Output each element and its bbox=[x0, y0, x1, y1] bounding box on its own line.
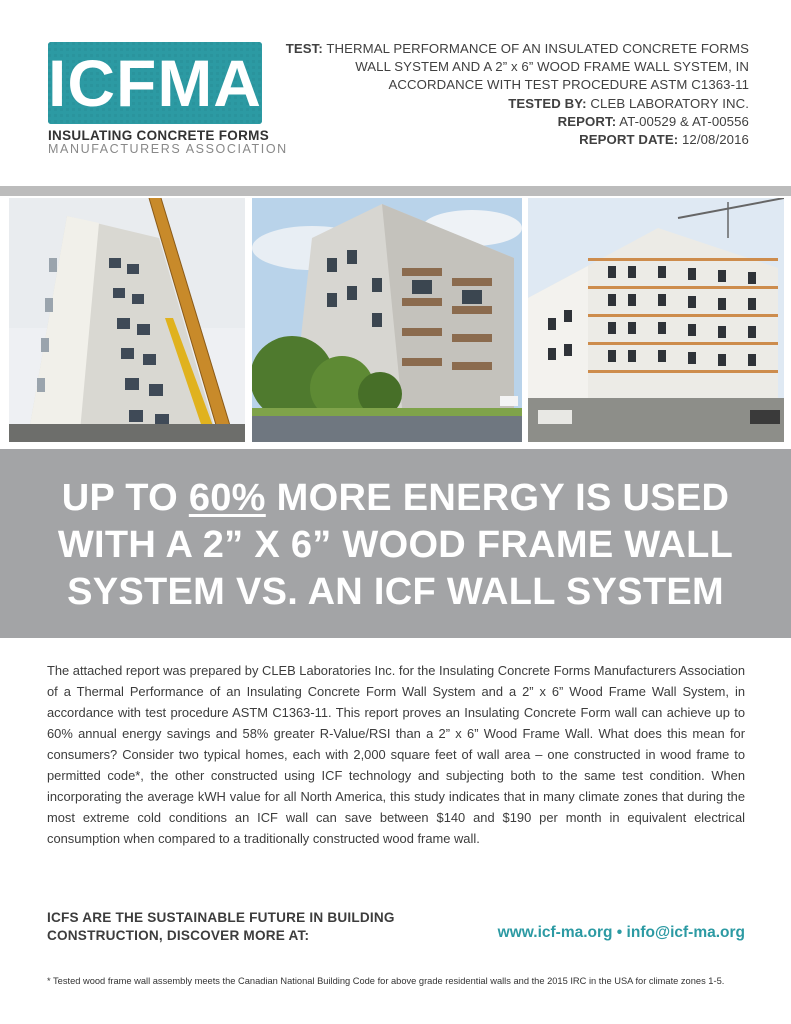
headline-emphasis: 60% bbox=[188, 477, 266, 519]
test-info-block bbox=[279, 40, 749, 149]
apartment-building-with-balconies-photo bbox=[252, 198, 522, 442]
call-to-action bbox=[47, 909, 407, 945]
header-separator bbox=[0, 186, 791, 196]
report-line bbox=[279, 113, 749, 131]
headline-line1-post: MORE ENERGY IS USED bbox=[265, 477, 730, 519]
footnote: * Tested wood frame wall assembly meets the Canadian National Building Code for above grade residential walls and the 2015 IRC in the USA for climate zones 1-5. bbox=[47, 976, 725, 986]
tested-by-line bbox=[279, 95, 749, 113]
report-date-line bbox=[279, 131, 749, 149]
headline-line3: SYSTEM VS. AN ICF WALL SYSTEM bbox=[67, 571, 724, 613]
logo-subtitle-line1: INSULATING CONCRETE FORMS bbox=[48, 128, 269, 143]
test-line3: ACCORDANCE WITH TEST PROCEDURE ASTM C1363-11 bbox=[388, 77, 749, 93]
report-value: AT-00529 & AT-00556 bbox=[619, 113, 749, 129]
building-under-construction-photo bbox=[528, 198, 784, 442]
headline-line1 bbox=[0, 475, 791, 522]
icfma-logo bbox=[48, 42, 288, 156]
headline-line1-pre: UP TO bbox=[61, 477, 189, 519]
website-link[interactable]: www.icf-ma.org bbox=[497, 924, 613, 941]
logo-wordmark-box bbox=[48, 42, 262, 124]
cta-line2: CONSTRUCTION, DISCOVER MORE AT: bbox=[47, 928, 310, 943]
contact-links bbox=[498, 924, 745, 942]
test-line1 bbox=[279, 40, 749, 58]
tested-by-label: TESTED BY: bbox=[508, 95, 587, 111]
logo-wordmark: ICFMA bbox=[48, 46, 262, 120]
logo-subtitle-line2: MANUFACTURERS ASSOCIATION bbox=[48, 142, 288, 156]
tested-by-value: CLEB LABORATORY INC. bbox=[590, 95, 749, 111]
tall-building-with-crane-photo bbox=[9, 198, 245, 442]
contact-separator: • bbox=[612, 924, 627, 941]
headline-line2: WITH A 2” X 6” WOOD FRAME WALL bbox=[57, 524, 734, 566]
body-paragraph: The attached report was prepared by CLEB Laboratories Inc. for the Insulating Concrete Forms Manufacturers Association of a Thermal Performance of an Insulating Concrete Form Wall System and a 2” x 6” Wood Frame Wall System, in accordance with test procedure ASTM C1363-11. This report proves an Insulating Concrete Form wall can achieve up to 60% annual energy savings and 58% greater R-Value/RSI than a 2” x 6” Wood Frame Wall. What does this mean for consumers? Consider two typical homes, each with 2,000 square feet of wall area – one constructed in wood frame to permitted code*, the other constructed using ICF technology and subjecting both to the same test condition. When incorporating the average kWH value for all North America, this study indicates that in many climate zones that during the most extreme cold conditions an ICF wall can save between $140 and $190 per month in equivalent electrical consumption when compared to a traditionally constructed wood frame wall. bbox=[47, 663, 745, 846]
cta-line1: ICFS ARE THE SUSTAINABLE FUTURE IN BUILDING bbox=[47, 910, 395, 925]
test-line1-text: THERMAL PERFORMANCE OF AN INSULATED CONCRETE FORMS bbox=[326, 41, 749, 56]
test-label: TEST: bbox=[285, 41, 323, 56]
test-line2: WALL SYSTEM AND A 2” x 6” WOOD FRAME WALL SYSTEM, IN bbox=[355, 59, 749, 75]
report-date-label: REPORT DATE: bbox=[579, 132, 679, 148]
report-label: REPORT: bbox=[557, 113, 617, 129]
headline bbox=[0, 475, 791, 616]
report-date-value: 12/08/2016 bbox=[681, 132, 749, 148]
email-link[interactable]: info@icf-ma.org bbox=[626, 924, 745, 941]
